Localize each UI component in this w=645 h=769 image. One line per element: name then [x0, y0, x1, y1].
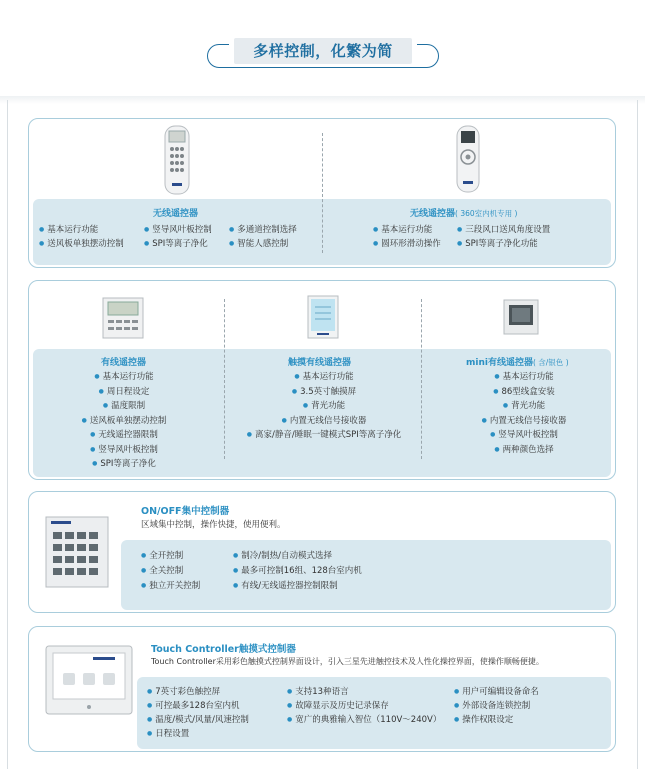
feature-item: ● 可控最多128台室内机	[147, 699, 239, 714]
feature-item: ● 宽广的典雅输入智位（110V～240V）	[287, 713, 441, 728]
feature-item: ● 基本运行功能	[234, 370, 414, 385]
mini-wired-feature-list	[449, 370, 599, 457]
feature-item: ● 内置无线信号接收器	[449, 414, 599, 429]
page-title-banner	[207, 38, 439, 68]
wired-controller-panel	[28, 280, 616, 480]
feature-item: ● SPI等离子净化功能	[457, 237, 538, 252]
feature-item: ● 背光功能	[449, 399, 599, 414]
feature-item: ● 温度限制	[49, 399, 199, 414]
feature-item: ● 离家/静音/睡眠一键模式SPI等离子净化	[234, 428, 414, 443]
feature-item: ● 送风板单独摆动控制	[49, 414, 199, 429]
wireless-remote-heading: 无线遥控器	[153, 209, 199, 219]
page-title: 多样控制，化繁为简	[234, 38, 412, 64]
feature-item: ● SPI等离子净化	[144, 237, 208, 252]
onoff-feature-band	[121, 540, 611, 610]
wireless-remote-360-icon	[456, 125, 480, 193]
feature-item: ● 操作权限设定	[454, 713, 513, 728]
feature-item: ● 多通道控制选择	[229, 223, 297, 238]
touch-controller-panel	[28, 626, 616, 752]
wireless-remote-icon	[164, 125, 190, 195]
feature-item: ● 全关控制	[141, 564, 183, 579]
feature-item: ● 基本运行功能	[449, 370, 599, 385]
wireless-remote-panel	[28, 118, 616, 268]
feature-item: ● 有线/无线遥控器控制限制	[233, 579, 338, 594]
feature-item: ● 基本运行功能	[49, 370, 199, 385]
touch-controller-description: Touch Controller采用彩色触摸式控制界面设计，引入三星先进触控技术及人性化操控界面，使操作顺畅便捷。	[151, 657, 544, 666]
touch-wired-controller-heading: 触摸有线遥控器	[288, 358, 352, 368]
wired-controller-heading: 有线遥控器	[101, 358, 147, 368]
feature-item: ● 3.5英寸触摸屏	[234, 385, 414, 400]
onoff-controller-panel	[28, 491, 616, 613]
wireless-remote-360-heading: 无线遥控器( 360室内机专用 )	[410, 209, 518, 219]
column-divider	[322, 133, 323, 253]
feature-item: ● 内置无线信号接收器	[234, 414, 414, 429]
feature-item: ● 支持13种语言	[287, 685, 349, 700]
feature-item: ● 独立开关控制	[141, 579, 200, 594]
feature-item: ● 背光功能	[234, 399, 414, 414]
feature-item: ● 周日程设定	[49, 385, 199, 400]
mini-wired-controller-icon	[503, 299, 539, 335]
feature-item: ● 全开控制	[141, 549, 183, 564]
feature-item: ● 送风板单独摆动控制	[39, 237, 124, 252]
wired-controller-icon	[102, 297, 144, 339]
feature-item: ● 制冷/制热/自动模式选择	[233, 549, 332, 564]
feature-item: ● 温度/模式/风量/风速控制	[147, 713, 249, 728]
feature-item: ● 竖导风叶板控制	[144, 223, 212, 238]
feature-item: ● 最多可控制16组、128台室内机	[233, 564, 362, 579]
feature-item: ● 基本运行功能	[39, 223, 98, 238]
feature-item: ● 智能人感控制	[229, 237, 288, 252]
feature-item: ● 无线遥控器限制	[49, 428, 199, 443]
column-divider	[421, 299, 422, 459]
feature-item: ● 日程设置	[147, 727, 189, 742]
onoff-controller-description: 区域集中控制，操作快捷，使用便利。	[141, 520, 286, 530]
feature-item: ● SPI等离子净化	[49, 457, 199, 472]
feature-item: ● 圆环形滑动操作	[373, 237, 441, 252]
feature-item: ● 三段风口送风角度设置	[457, 223, 550, 238]
onoff-controller-icon	[45, 516, 109, 588]
feature-item: ● 竖导风叶板控制	[449, 428, 599, 443]
column-divider	[224, 299, 225, 459]
feature-item: ● 外部设备连锁控制	[454, 699, 530, 714]
feature-item: ● 故障显示及历史记录保存	[287, 699, 389, 714]
touch-wired-controller-icon	[307, 295, 339, 339]
feature-item: ● 竖导风叶板控制	[49, 443, 199, 458]
touch-controller-icon	[45, 645, 133, 715]
feature-item: ● 用户可编辑设备命名	[454, 685, 539, 700]
feature-item: ● 86型线盒安装	[449, 385, 599, 400]
mini-wired-controller-heading: mini有线遥控器( 含/银色 )	[466, 358, 569, 368]
touch-controller-heading: Touch Controller触摸式控制器	[151, 644, 296, 655]
onoff-controller-heading: ON/OFF集中控制器	[141, 506, 230, 517]
touch-wired-feature-list	[234, 370, 414, 443]
feature-item: ● 7英寸彩色触控屏	[147, 685, 220, 700]
wired-feature-list	[49, 370, 199, 472]
feature-item: ● 两种颜色选择	[449, 443, 599, 458]
feature-item: ● 基本运行功能	[373, 223, 432, 238]
